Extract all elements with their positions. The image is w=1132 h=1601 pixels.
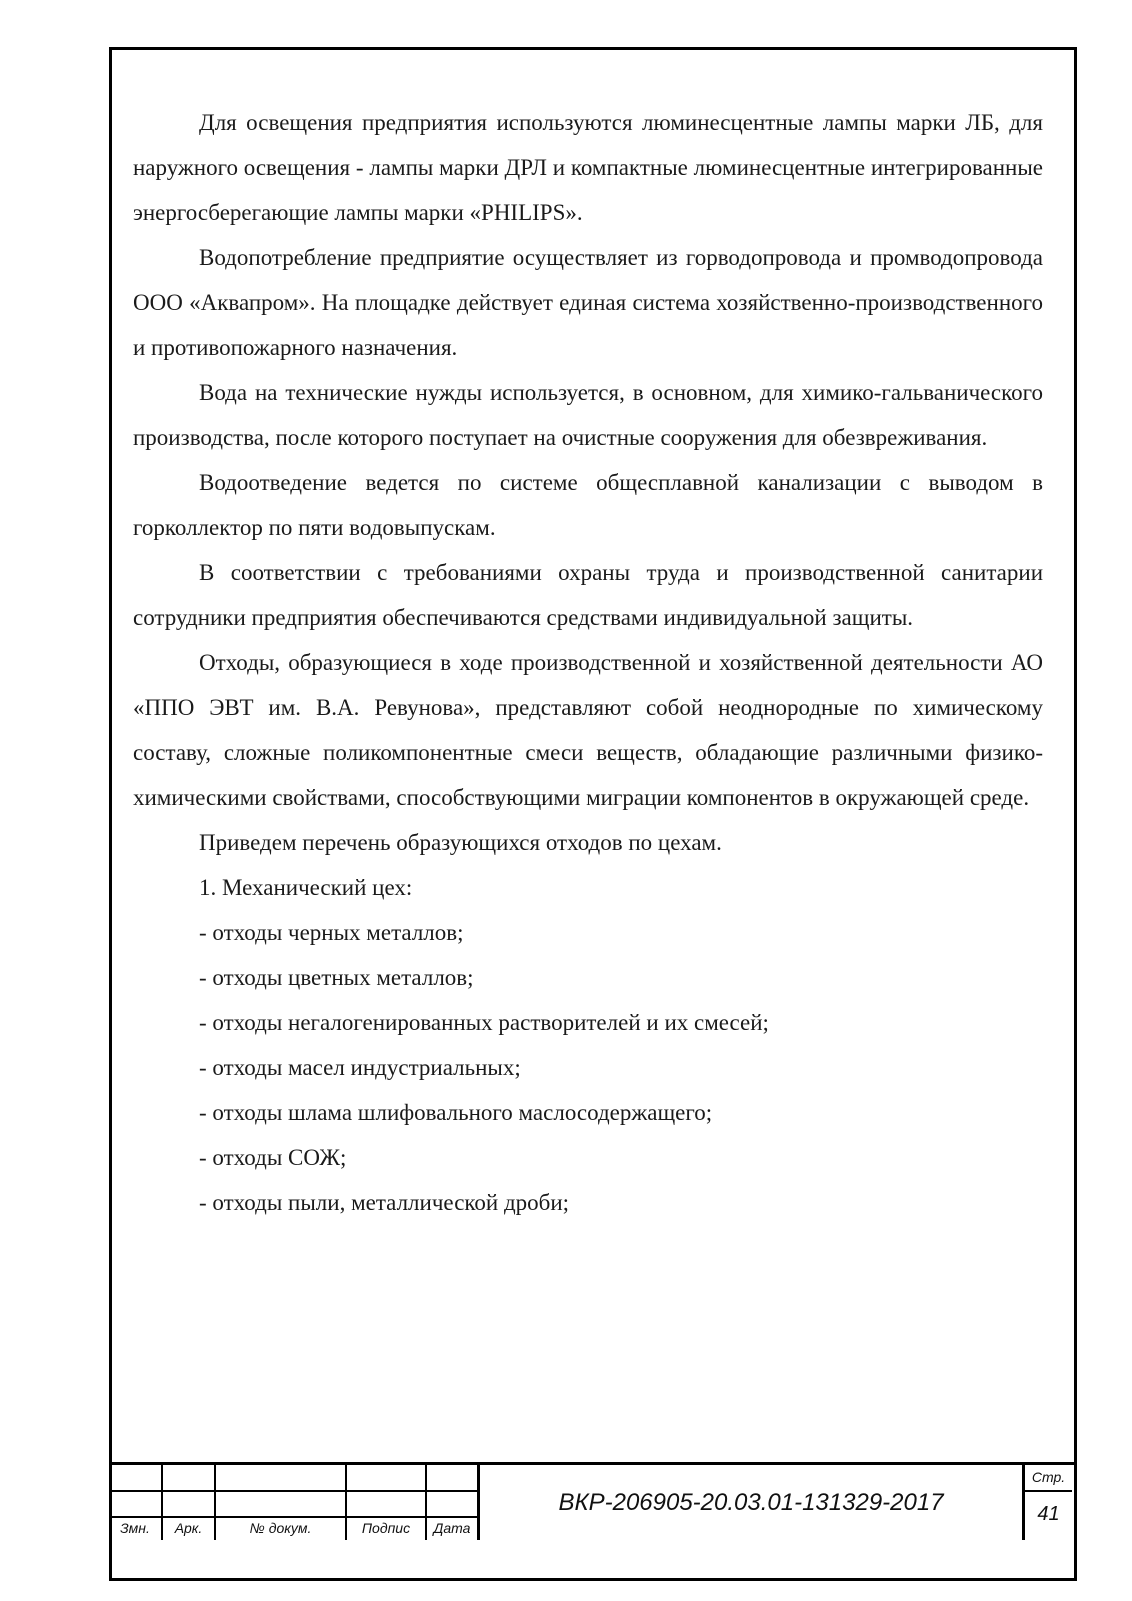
paragraph-waste: Отходы, образующиеся в ходе производственной и хозяйственной деятельности АО «ППО ЭВТ им. В.А. Ревунова», представляют собой неоднородные по химическому составу, сложные поликомпонентные смеси веществ, обладающие различными физико-химическими свойствами, способствующими миграции компонентов в окружающей среде. — [133, 650, 1043, 810]
list-item: - отходы черных металлов; — [199, 920, 464, 945]
page-number: 41 — [1037, 1503, 1060, 1525]
label-change: Змн. — [120, 1520, 150, 1536]
list-item: - отходы негалогенированных растворителей и их смесей; — [199, 1010, 769, 1035]
list-item: - отходы пыли, металлической дроби; — [199, 1190, 570, 1215]
paragraph-list-intro: Приведем перечень образующихся отходов по цехам. — [199, 830, 722, 855]
list-item: - отходы масел индустриальных; — [199, 1055, 521, 1080]
paragraph-lighting: Для освещения предприятия используются люминесцентные лампы марки ЛБ, для наружного освещения - лампы марки ДРЛ и компактные люминесцентные интегрированные энергосберегающие лампы марки «PHILIPS». — [133, 110, 1043, 225]
paragraph-technical-water: Вода на технические нужды используется, в основном, для химико-гальванического производства, после которого поступает на очистные сооружения для обезвреживания. — [133, 380, 1043, 450]
paragraph-water-supply: Водопотребление предприятие осуществляет из горводопровода и промводопровода ООО «Аквапром». На площадке действует единая система хозяйственно-производственного и противопожарного назначения. — [133, 245, 1043, 360]
list-item: - отходы цветных металлов; — [199, 965, 474, 990]
label-sheet: Арк. — [174, 1520, 203, 1536]
label-doc-number: № докум. — [249, 1520, 312, 1536]
list-item: - отходы шлама шлифовального маслосодержащего; — [199, 1100, 713, 1125]
list-item: - отходы СОЖ; — [199, 1145, 347, 1170]
section-heading-mechanical: 1. Механический цех: — [199, 875, 413, 900]
label-date: Дата — [433, 1520, 471, 1536]
document-body — [133, 100, 1043, 1225]
label-page: Стр. — [1031, 1469, 1066, 1485]
label-signature: Подпис — [361, 1520, 411, 1536]
title-block — [109, 1462, 1074, 1540]
paragraph-drainage: Водоотведение ведется по системе общесплавной канализации с выводом в горколлектор по пяти водовыпускам. — [133, 470, 1043, 540]
paragraph-protection: В соответствии с требованиями охраны труда и производственной санитарии сотрудники предприятия обеспечиваются средствами индивидуальной защиты. — [133, 560, 1043, 630]
document-code: ВКР-206905-20.03.01-131329-2017 — [558, 1489, 944, 1516]
